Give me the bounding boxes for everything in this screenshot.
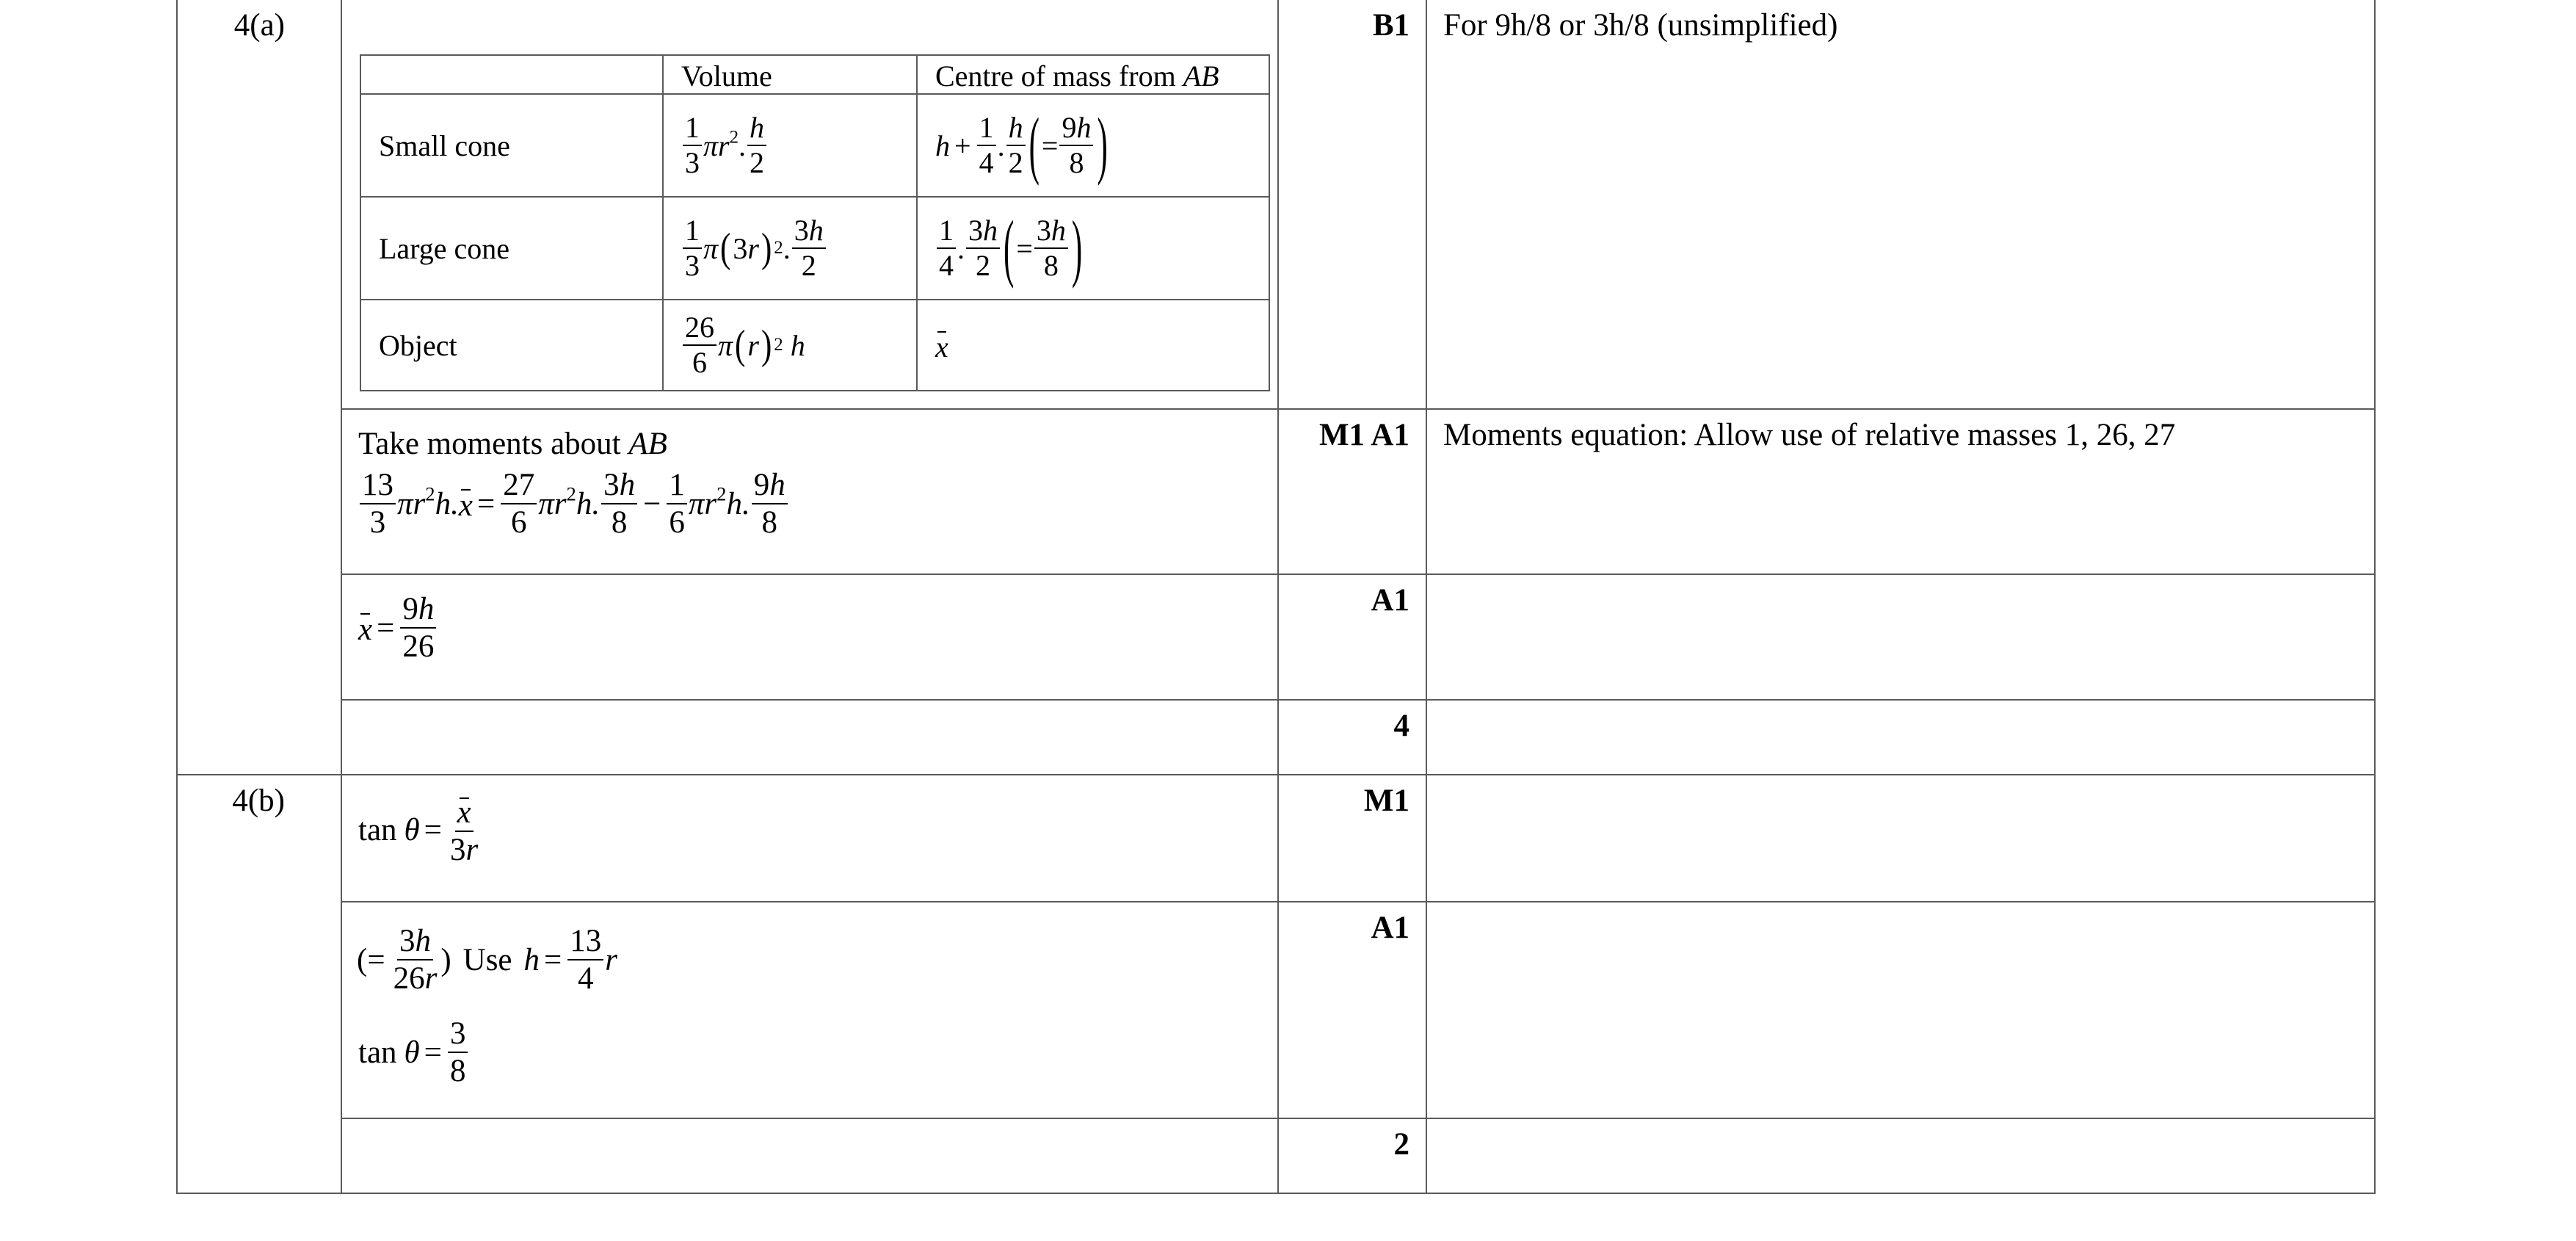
xbar-result: x = $\frac{9h}{26}$: [341, 574, 1278, 700]
guidance-m1-4b: [1426, 775, 2375, 902]
mark-b1: B1: [1278, 0, 1426, 409]
inner-header-row: [360, 55, 1269, 94]
mark-a1-4a: A1: [1278, 574, 1426, 700]
com-large-cone: 1 4 . 3h 2 ( = $\frac{3h}{8}$ ): [917, 197, 1269, 300]
label-small-cone: Small cone: [360, 94, 663, 197]
centre-of-mass-table: [360, 54, 1270, 391]
q4b-row-2: [177, 902, 2375, 1118]
question-number-4a: 4(a): [177, 0, 341, 775]
mark-total-4a: 4: [1278, 700, 1426, 775]
empty-cell: [341, 1118, 1278, 1193]
moments-working: [341, 409, 1278, 574]
label-object: Object: [360, 300, 663, 391]
com-object: x: [917, 300, 1269, 391]
empty-cell: [341, 700, 1278, 775]
mark-m1-a1: M1 A1: [1278, 409, 1426, 574]
q4a-total-row: [177, 700, 2375, 775]
q4a-row-3: [177, 574, 2375, 700]
guidance-m1-a1: Moments equation: Allow use of relative masses 1, 26, 27: [1426, 409, 2375, 574]
mark-a1-4b: A1: [1278, 902, 1426, 1118]
volume-object: 26 6 π ( r ) 2 h: [663, 300, 917, 391]
moments-equation: 13 3 $\pi r^2h$. x = $\frac{27}{6}$ $\pi r^2h$. 3h 8 − $\frac{1}{6}$ $\pi r^2h$. 9h 8: [358, 468, 789, 539]
header-centre-of-mass: Centre of mass from AB: [917, 55, 1269, 94]
mark-total-4b: 2: [1278, 1118, 1426, 1193]
q4b-total-row: [177, 1118, 2375, 1193]
tan-theta-result: (= $\frac{3h}{26r}$ ) Use h = $\frac{13}{4}$ r tan θ = $\frac{3}{8}$: [341, 902, 1278, 1118]
q4a-row-2: [177, 409, 2375, 574]
mark-m1-4b: M1: [1278, 775, 1426, 902]
moments-heading: Take moments about AB: [358, 427, 667, 461]
label-large-cone: Large cone: [360, 197, 663, 300]
inner-header-blank: [360, 55, 663, 94]
guidance-total-4a: [1426, 700, 2375, 775]
header-volume: Volume: [663, 55, 917, 94]
volume-large-cone: 1 3 π ( 3r ) 2 . 3h 2: [663, 197, 917, 300]
guidance-b1: For 9h/8 or 3h/8 (unsimplified): [1426, 0, 2375, 409]
tan-theta-equation: tan θ = $\frac{x}{3r}$: [341, 775, 1278, 902]
question-number-4b: 4(b): [177, 775, 341, 1193]
com-small-cone: h + $\frac{1}{4}$ . h 2 ( = $\frac{9h}{8}$ ): [917, 94, 1269, 197]
volume-small-cone: 1 3 $\pi r^2$ . h 2: [663, 94, 917, 197]
guidance-a1-4a: [1426, 574, 2375, 700]
inner-row-large-cone: [360, 197, 1269, 300]
inner-row-object: [360, 300, 1269, 391]
q4b-row-1: [177, 775, 2375, 902]
guidance-total-4b: [1426, 1118, 2375, 1193]
guidance-a1-4b: [1426, 902, 2375, 1118]
inner-row-small-cone: [360, 94, 1269, 197]
